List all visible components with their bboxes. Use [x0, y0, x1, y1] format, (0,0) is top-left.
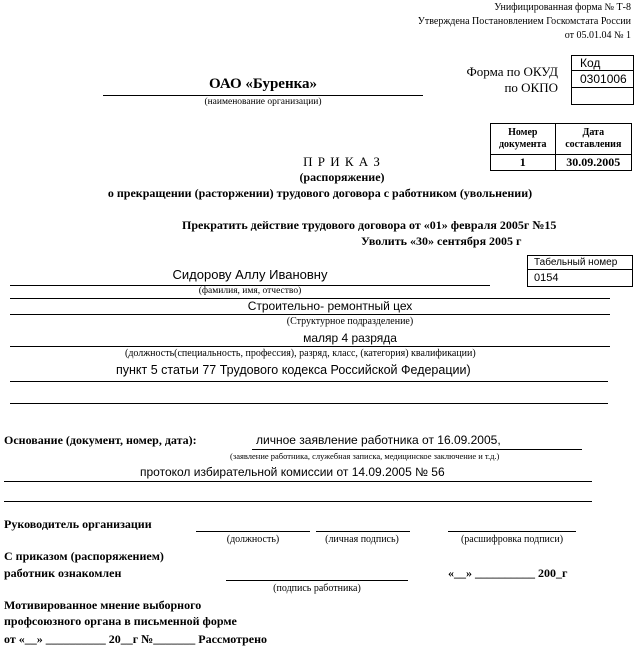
head-decoding-caption: (расшифровка подписи) [460, 534, 564, 545]
tabel-table [527, 255, 633, 287]
approved-date-label: от 05.01.04 № 1 [564, 30, 631, 41]
basis-caption: (заявление работника, служебная записка, медицинское заключение и т.д.) [230, 451, 500, 461]
head-signature-caption: (личная подпись) [325, 534, 399, 545]
organization-name: ОАО «Буренка» [208, 76, 318, 92]
doc-date-header: Дата составления [555, 124, 631, 155]
okud-code: 0301006 [572, 71, 634, 88]
approved-by-label: Утверждена Постановлением Госкомстата России [417, 16, 631, 27]
employee-signature-line [226, 580, 408, 581]
doc-number-table [490, 123, 632, 171]
doc-number-header: Номер документа [491, 124, 556, 155]
organization-caption: (наименование организации) [204, 97, 322, 107]
employee-name-caption: (фамилия, имя, отчество) [198, 286, 302, 296]
union-line-1: Мотивированное мнение выборного [4, 598, 202, 612]
unified-form-label: Унифицированная форма № Т-8 [494, 2, 631, 13]
codes-table [571, 55, 634, 105]
okpo-code [572, 88, 634, 105]
department-line [10, 314, 610, 315]
head-position-caption: (должность) [226, 534, 280, 545]
basis-value-1: личное заявление работника от 16.09.2005, [256, 433, 501, 447]
kod-header: Код [572, 56, 634, 71]
basis-line-3 [4, 501, 592, 502]
okpo-label: по ОКПО [504, 80, 558, 95]
ground-article: пункт 5 статьи 77 Трудового кодекса Российской Федерации) [116, 363, 471, 377]
order-title: П Р И К А З [303, 154, 381, 169]
head-position-line [196, 531, 310, 532]
acquaint-line-1: С приказом (распоряжением) [4, 549, 164, 563]
okud-label: Форма по ОКУД [466, 64, 558, 79]
position-line [10, 346, 610, 347]
tabel-value: 0154 [528, 270, 633, 287]
department-value: Строительно- ремонтный цех [247, 299, 413, 313]
basis-label: Основание (документ, номер, дата): [4, 433, 197, 447]
department-caption: (Структурное подразделение) [286, 316, 414, 327]
head-signature-line [316, 531, 410, 532]
termination-line: Прекратить действие трудового договора от «01» февраля 2005г №15 [182, 218, 557, 232]
basis-line-2 [4, 481, 592, 482]
tabel-header: Табельный номер [528, 256, 633, 270]
doc-number-value: 1 [491, 155, 556, 171]
union-line-2: профсоюзного органа в письменной форме [4, 614, 237, 628]
acquaint-line-2: работник ознакомлен [4, 566, 122, 580]
acquaint-date: «__» __________ 200_г [448, 566, 568, 580]
order-subtitle: (распоряжение) [299, 170, 385, 184]
ground-line-1 [10, 381, 608, 382]
ground-line-2 [10, 403, 608, 404]
position-caption: (должность(специальность, профессия), разряд, класс, (категория) квалификации) [125, 348, 476, 359]
head-label: Руководитель организации [4, 517, 152, 531]
basis-value-2: протокол избирательной комиссии от 14.09.2005 № 56 [140, 465, 445, 479]
order-subject: о прекращении (расторжении) трудового договора с работником (увольнении) [107, 186, 533, 200]
employee-name: Сидорову Аллу Ивановну [172, 267, 328, 282]
employee-signature-caption: (подпись работника) [273, 583, 361, 594]
dismiss-line: Уволить «30» сентября 2005 г [361, 234, 522, 248]
basis-line-1 [252, 449, 582, 450]
union-line-3: от «__» __________ 20__г №_______ Рассмотрено [4, 632, 268, 646]
position-value: маляр 4 разряда [303, 331, 397, 345]
head-decoding-line [448, 531, 576, 532]
doc-date-value: 30.09.2005 [555, 155, 631, 171]
organization-line [103, 95, 423, 96]
